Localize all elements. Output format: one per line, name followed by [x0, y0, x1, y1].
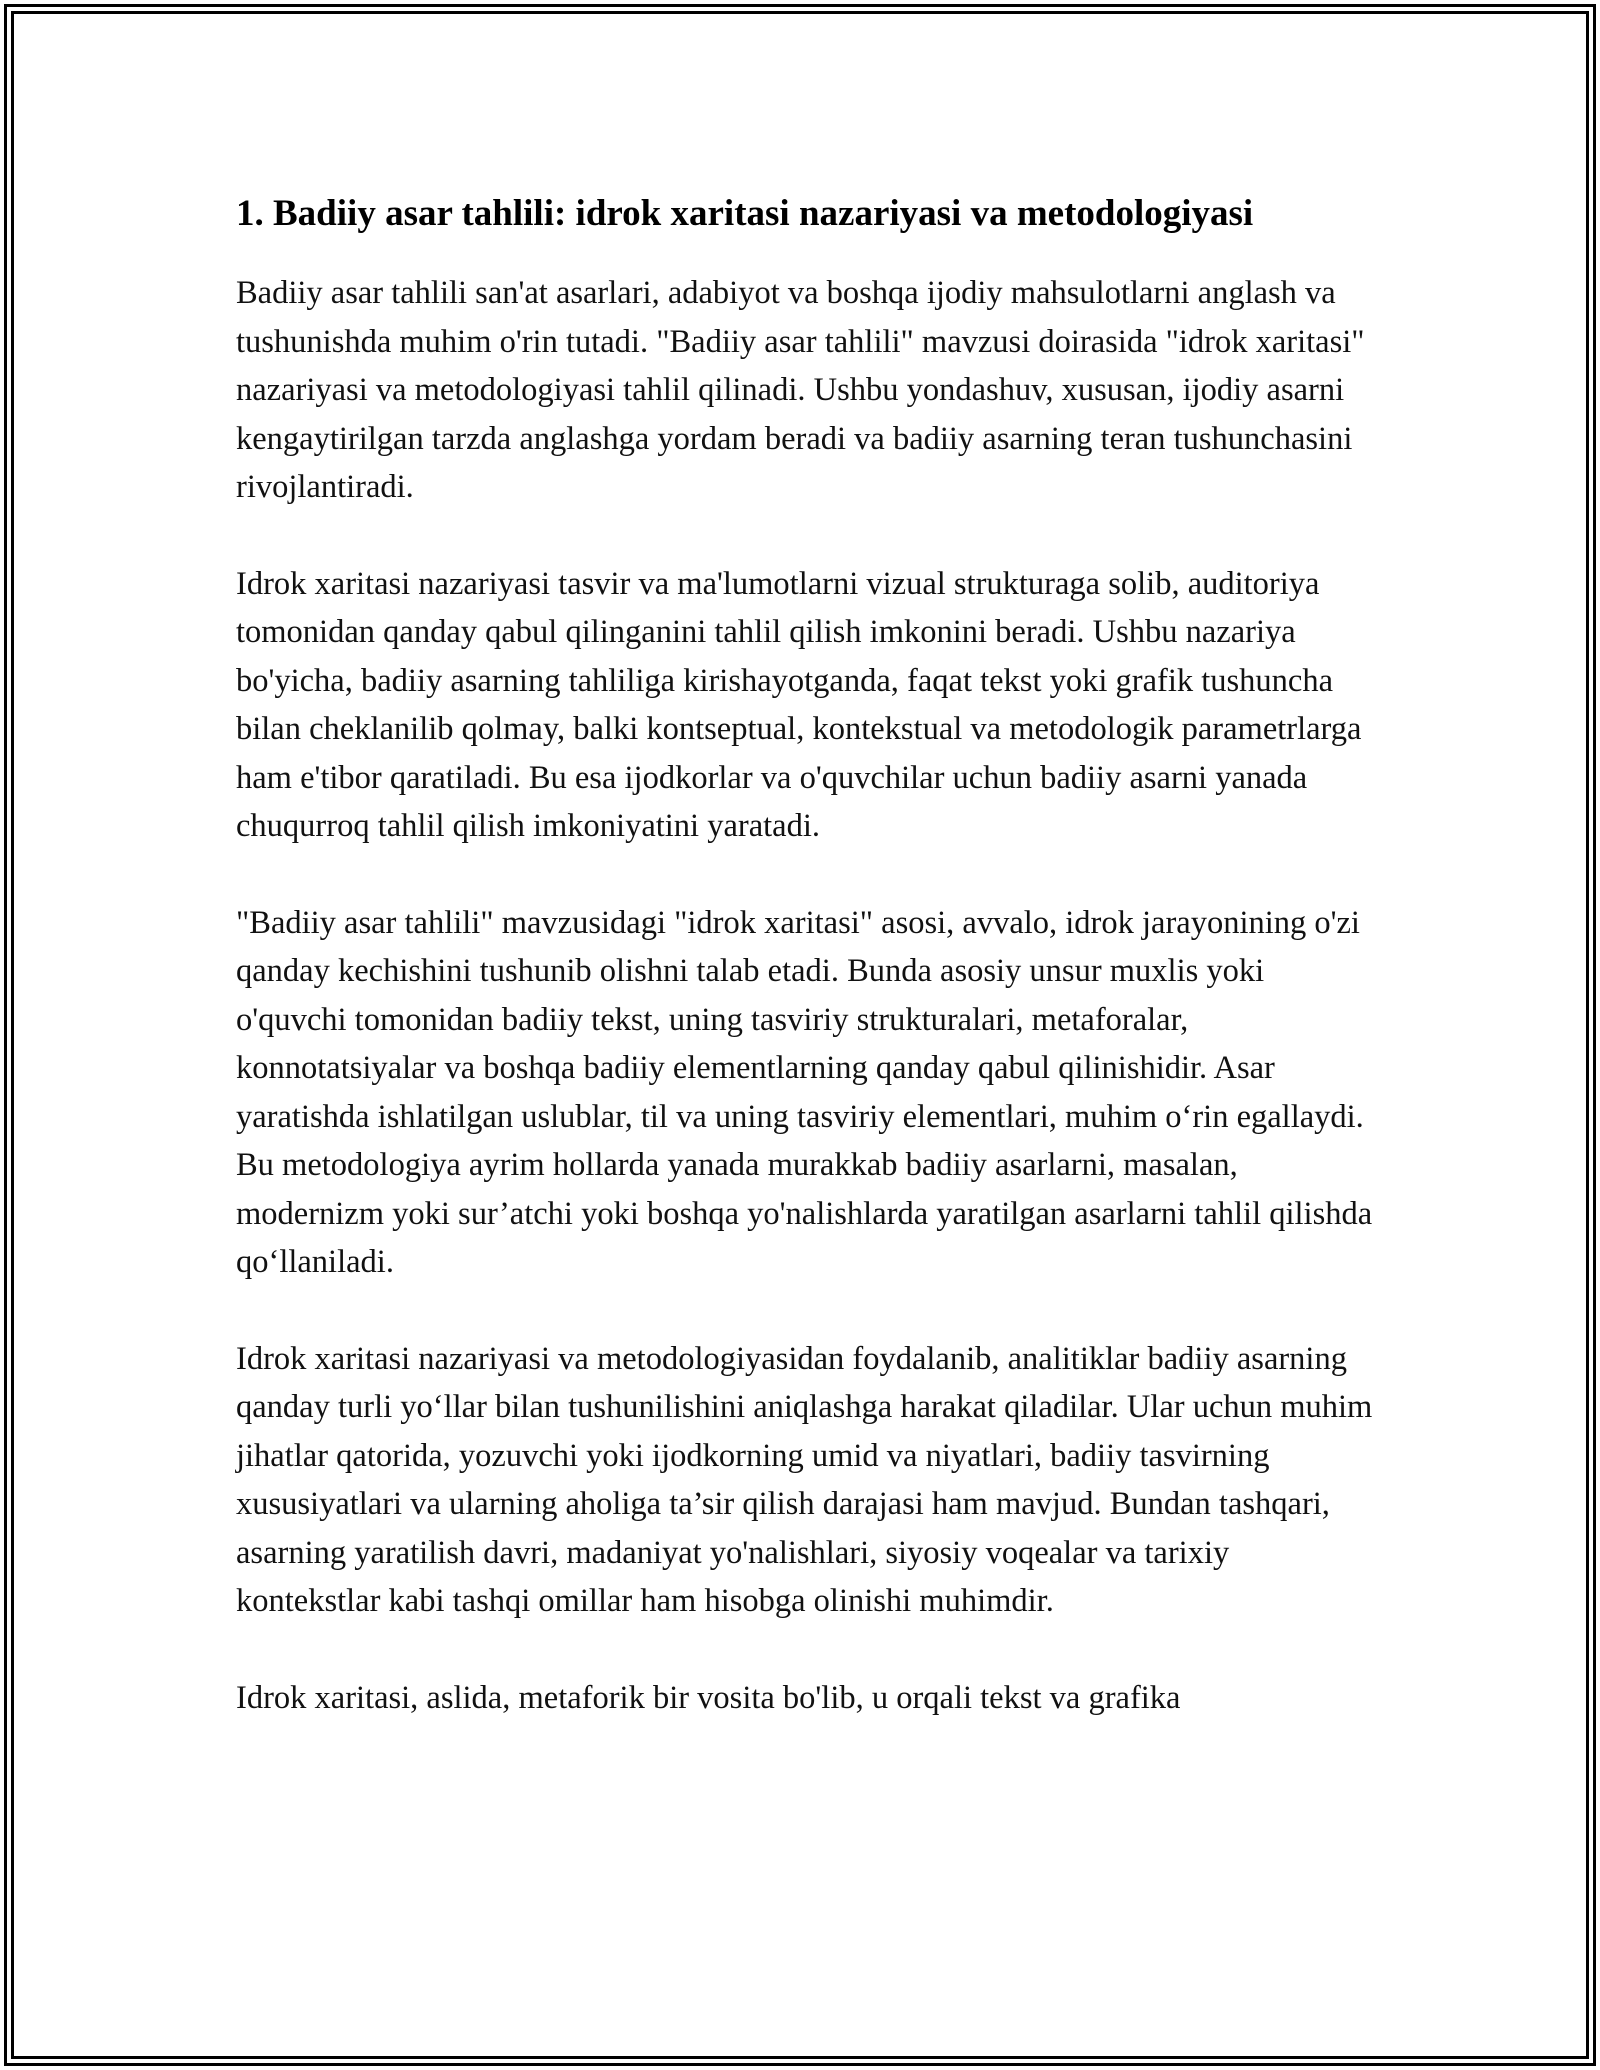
paragraph-2: Idrok xaritasi nazariyasi tasvir va ma'lumotlarni vizual strukturaga solib, auditoriya tomonidan qanday qabul qilinganini tahlil qilish imkonini beradi. Ushbu nazariya bo'yicha, badiiy asarning tahliliga kirishayotganda, faqat tekst yoki grafik tushuncha bilan cheklanilib qolmay, balki kontseptual, kontekstual va metodologik parametrlarga ham e'tibor qaratiladi. Bu esa ijodkorlar va o'quvchilar uchun badiiy asarni yanada chuqurroq tahlil qilish imkoniyatini yaratadi. — [236, 565, 1362, 844]
document-body — [236, 186, 1376, 1770]
paragraph-4: Idrok xaritasi nazariyasi va metodologiyasidan foydalanib, analitiklar badiiy asarning qanday turli yo‘llar bilan tushunilishini aniqlashga harakat qiladilar. Ular uchun muhim jihatlar qatorida, yozuvchi yoki ijodkorning umid va niyatlari, badiiy tasvirning xususiyatlari va ularning aholiga ta’sir qilish darajasi ham mavjud. Bundan tashqari, asarning yaratilish davri, madaniyat yo'nalishlari, siyosiy voqealar va tarixiy kontekstlar kabi tashqi omillar ham hisobga olinishi muhimdir. — [236, 1340, 1373, 1619]
paragraph-1: Badiiy asar tahlili san'at asarlari, adabiyot va boshqa ijodiy mahsulotlarni anglash va tushunishda muhim o'rin tutadi. "Badiiy asar tahlili" mavzusi doirasida "idrok xaritasi" nazariyasi va metodologiyasi tahlil qilinadi. Ushbu yondashuv, xususan, ijodiy asarni kengaytirilgan tarzda anglashga yordam beradi va badiiy asarning teran tushunchasini rivojlantiradi. — [236, 275, 1365, 505]
section-heading: 1. Badiiy asar tahlili: idrok xaritasi nazariyasi va metodologiyasi — [236, 193, 1254, 234]
paragraph-5: Idrok xaritasi, aslida, metaforik bir vosita bo'lib, u orqali tekst va grafika — [236, 1679, 1181, 1716]
paragraph-3: "Badiiy asar tahlili" mavzusidagi "idrok xaritasi" asosi, avvalo, idrok jarayonining o'zi qanday kechishini tushunib olishni talab etadi. Bunda asosiy unsur muxlis yoki o'quvchi tomonidan badiiy tekst, uning tasviriy strukturalari, metaforalar, konnotatsiyalar va boshqa badiiy elementlarning qanday qabul qilinishidir. Asar yaratishda ishlatilgan uslublar, til va uning tasviriy elementlari, muhim o‘rin egallaydi. Bu metodologiya ayrim hollarda yanada murakkab badiiy asarlarni, masalan, modernizm yoki sur’atchi yoki boshqa yo'nalishlarda yaratilgan asarlarni tahlil qilishda qo‘llaniladi. — [236, 904, 1373, 1280]
